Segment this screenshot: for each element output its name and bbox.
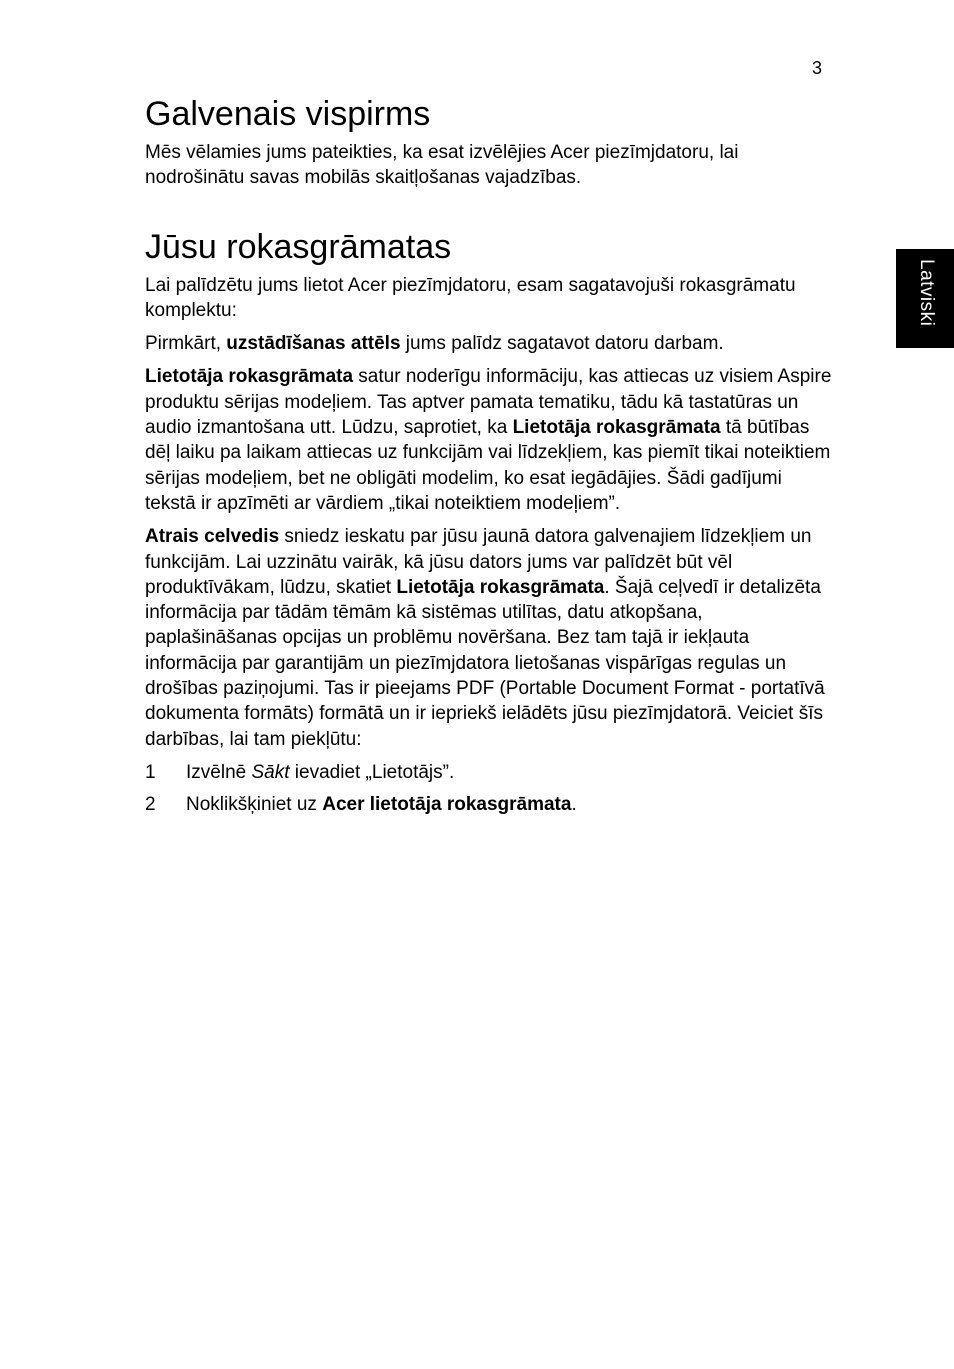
step-2-text-post: . xyxy=(571,794,577,816)
quick-guide-text-2: . Šajā ceļvedī ir detalizēta informācija par tādām tēmām kā sistēmas utilītas, datu atkopšana, paplašināšanas opcijas un problēmu novēršana. Bez tam tajā ir iekļauta informācija par garantijām un piezīmjdatora lietošanas vispārīgas regulas un drošības paziņojumi. Tas ir pieejams PDF (Portable Document Format - portatīvā dokumenta formāts) formātā un ir iepriekš ielādēts jūsu piezīmjdatorā. Veiciet šīs darbības, lai tam piekļūtu: xyxy=(145,576,825,750)
user-guide-paragraph xyxy=(145,364,835,516)
setup-paragraph xyxy=(145,331,835,356)
section-title-first: Galvenais vispirms xyxy=(145,95,431,133)
step-1-text-pre: Izvēlnē xyxy=(186,761,252,783)
language-tab xyxy=(896,249,954,348)
step-1-text-post: ievadiet „Lietotājs”. xyxy=(289,761,455,783)
quick-guide-user-guide-term: Lietotāja rokasgrāmata xyxy=(396,576,605,598)
user-guide-text-2: tā būtības dēļ laiku pa laikam attiecas uz funkcijām vai līdzekļiem, kas piemīt tikai noteiktiem sērijas modeļiem, bet ne obligāti modelim, ko esat iegādājies. Šādi gadījumi tekstā ir apzīmēti ar vārdiem „tikai noteiktiem modeļiem”. xyxy=(145,417,831,514)
language-tab-label: Latviski xyxy=(916,259,937,327)
setup-text-post: jums palīdz sagatavot datoru darbam. xyxy=(400,333,724,355)
intro-paragraph: Mēs vēlamies jums pateikties, ka esat izvēlējies Acer piezīmjdatoru, lai nodrošinātu savas mobilās skaitļošanas vajadzības. xyxy=(145,142,739,189)
setup-poster-term: uzstādīšanas attēls xyxy=(226,333,401,355)
step-2-text-pre: Noklikšķiniet uz xyxy=(186,794,323,816)
step-1 xyxy=(145,760,835,785)
user-guide-term-repeat: Lietotāja rokasgrāmata xyxy=(512,417,721,439)
document-body xyxy=(145,94,835,825)
quick-guide-term: Atrais celvedis xyxy=(145,526,280,548)
user-guide-text-1: satur noderīgu informāciju, kas attiecas uz visiem Aspire produktu sērijas modeļiem. Tas aptver pamata tematiku, tādu kā tastatūras un audio izmantošana utt. Lūdzu, saprotiet, ka xyxy=(145,366,832,439)
step-2 xyxy=(145,792,835,817)
quick-guide-text-1: sniedz ieskatu par jūsu jaunā datora galvenajiem līdzekļiem un funkcijām. Lai uzzinātu vairāk, kā jūsu dators jums var palīdzēt būt vēl produktīvākam, lūdzu, skatiet xyxy=(145,526,812,598)
setup-text-pre: Pirmkārt, xyxy=(145,333,227,355)
step-1-start-menu-term: Sākt xyxy=(251,761,290,783)
manuals-intro-paragraph: Lai palīdzētu jums lietot Acer piezīmjdatoru, esam sagatavojuši rokasgrāmatu komplektu: xyxy=(145,274,796,321)
quick-guide-paragraph xyxy=(145,524,835,752)
step-2-number: 2 xyxy=(145,794,156,816)
step-2-user-guide-term: Acer lietotāja rokasgrāmata xyxy=(322,794,572,816)
section-title-manuals: Jūsu rokasgrāmatas xyxy=(145,227,452,266)
step-1-number: 1 xyxy=(145,761,156,783)
page-number: 3 xyxy=(812,58,823,78)
user-guide-term: Lietotāja rokasgrāmata xyxy=(145,366,354,388)
